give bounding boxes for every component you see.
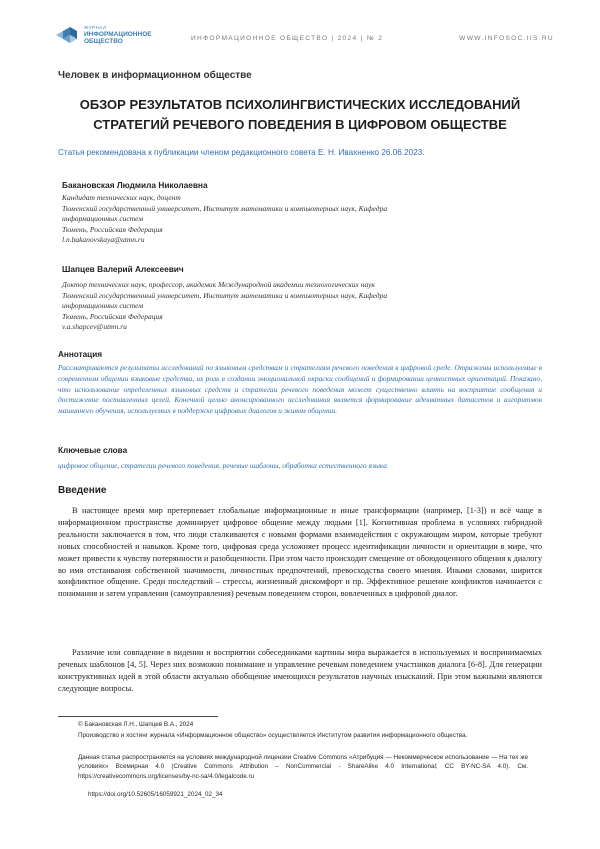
keywords-text: цифровое общение, стратегии речевого поведения, речевые шаблоны, обработка естественного языка (58, 461, 387, 470)
author-2-city: Тюмень, Российская Федерация (62, 311, 163, 321)
recommendation-note: Статья рекомендована к публикации членом редакционного совета Е. Н. Ивахненко 26.06.2023. (58, 148, 425, 157)
journal-site-link[interactable]: WWW.INFOSOC.IIS.RU (459, 35, 554, 42)
author-1-university: Тюменский государственный университет, Институт математики и компьютерных наук, Кафедра (62, 203, 388, 213)
author-2-university: Тюменский государственный университет, Институт математики и компьютерных наук, Кафедра (62, 290, 388, 300)
paragraph-1-text: В настоящее время мир претерпевает глобальные информационные и иные трансформации (например, [1-3]) и всё чаще в информационном пространстве доминирует цифровое общение между людьми [1]. Когнитивная проблема в условиях гибридной реальности заключается в том, что люди сталкиваются с новыми формами взаимодействия с окружающим миром, которые требуют новых способностей и навыков. Кроме того, цифровая среда усложняет процесс идентификации личности и ориентации в мире, что может привести к чувству потерянности и разобщенности. При этом часто происходит смещение от обоюдоценного общения к диалогу во имя отстаивания собственной значимости, личностных предпочтений, превосходства своего мнения. Иными словами, ширится конфликтное общение. Среди последствий – стрессы, жизненный дискомфорт и пр. Эффективное решение конфликтов начинается с понимания и затем управления (самоуправления) речевым поведением сторон, вовлеченных в цифровой диалог. (58, 506, 542, 599)
author-1-city: Тюмень, Российская Федерация (62, 224, 163, 234)
author-2-degree: Доктор технических наук, профессор, академик Международной академии технологических наук (62, 280, 375, 289)
paragraph-2-text: Различие или совпадение в видении и восприятии собеседниками картины мира выражается в используемых и воспринимаемых речевых шаблонов [4, 5]. Через них возможно понимание и управление речевым поведением участников диалога [6-8]. Для генерации конструктивных идей в этой области актуально обобщение имеющихся результатов научных изысканий. При этом важными являются следующие вопросы. (58, 648, 542, 693)
page-header (54, 20, 554, 52)
intro-heading: Введение (58, 485, 107, 496)
article-title (58, 95, 542, 135)
author-1-department: информационных систем (62, 214, 144, 224)
intro-paragraph-2 (58, 647, 542, 695)
footnote-divider (58, 716, 218, 717)
license-note: Данная статья распространяется на условиях международной лицензии Creative Commons «Атрибуция — Некоммерческое использование — На тех же условиях» Всемирная 4.0 (Creative Commons Attribution – NonCommercial - ShareAlike 4.0 International; CC BY-NC-SA 4.0). См. https://creativecommons.org/licenses/by-nc-sa/4.0/legalcode.ru (78, 754, 528, 780)
running-title: ИНФОРМАЦИОННОЕ ОБЩЕСТВО | 2024 | № 2 (191, 35, 384, 42)
article-title-line-1: ОБЗОР РЕЗУЛЬТАТОВ ПСИХОЛИНГВИСТИЧЕСКИХ ИССЛЕДОВАНИЙ (79, 97, 521, 112)
doi-link[interactable]: https://doi.org/10.52605/16059921_2024_02_34 (88, 791, 223, 798)
author-name-1: Бакановская Людмила Николаевна (62, 180, 208, 190)
logo-line-1: ИНФОРМАЦИОННОЕ (84, 31, 152, 38)
section-name: Человек в информационном обществе (58, 70, 252, 81)
keywords-heading: Ключевые слова (58, 446, 128, 455)
article-title-line-2: СТРАТЕГИЙ РЕЧЕВОГО ПОВЕДЕНИЯ В ЦИФРОВОМ ОБЩЕСТВЕ (93, 117, 507, 132)
logo-mark-icon (54, 22, 80, 48)
logo-text (84, 24, 152, 45)
abstract-heading: Аннотация (58, 350, 103, 359)
copyright-note: © Бакановская Л.Н., Шапцев В.А., 2024 (78, 721, 194, 728)
author-2-department: информационных систем (62, 301, 144, 311)
author-1-degree: Кандидат технических наук, доцент (62, 193, 181, 202)
author-2-email[interactable]: v.a.shapcev@utmn.ru (62, 322, 127, 332)
author-affiliation-1 (62, 193, 522, 246)
logo-line-2: ОБЩЕСТВО (84, 38, 123, 45)
author-affiliation-2 (62, 280, 522, 333)
author-name-2: Шапцев Валерий Алексеевич (62, 264, 184, 274)
intro-paragraph-1 (58, 505, 542, 600)
production-note: Производство и хостинг журнала «Информационное общество» осуществляется Институтом развития информационного общества. (78, 732, 468, 739)
logo-small-text: ЖУРНАЛ (84, 25, 107, 30)
abstract-text: Рассматриваются результаты исследований по языковым средствам и стратегиям речевого поведения в цифровой среде. Отражены используемые в современном общении языковые средства, их роль в создании эмоциональной окраски сообщений и формировании ценностных ориентаций. Показано, что использование определенных языковых средств и стратегии речевого поведения может существенно влиять на восприятие сообщения и достижение поставленных целей. Конечной целью анонсированного исследования является формирование адекватных датасетов и алгоритмов машинного обучения, используемых в поддержке цифровых диалогов и живом общении. (58, 363, 542, 416)
author-1-email[interactable]: l.n.bakanovskaya@utmn.ru (62, 235, 145, 245)
journal-logo (54, 20, 154, 52)
